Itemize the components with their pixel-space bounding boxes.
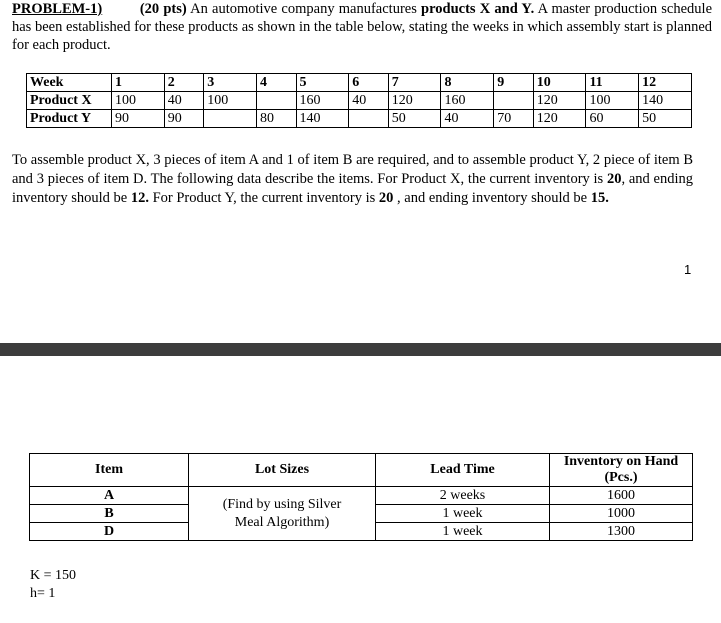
product-x-label: Product X (27, 92, 112, 110)
week-cell: 8 (441, 74, 494, 92)
schedule-header-row (27, 74, 692, 92)
schedule-cell: 90 (112, 110, 165, 128)
week-header-label: Week (27, 74, 112, 92)
item-code: D (30, 523, 189, 541)
schedule-cell: 100 (112, 92, 165, 110)
description-text: To assemble product X, 3 pieces of item A and 1 of item B are required, and to assemble product Y, 2 piece of item B and 3 pieces of item D. The following data describe the items. For Product X, the current inventory is (12, 152, 693, 187)
lot-sizes-header: Lot Sizes (189, 454, 376, 487)
week-cell: 2 (164, 74, 204, 92)
master-production-schedule-table (26, 73, 692, 128)
schedule-cell (204, 110, 257, 128)
description-text: . (605, 190, 609, 206)
schedule-cell: 140 (296, 110, 349, 128)
x-ending-inventory: 12. (130, 190, 149, 206)
inventory-header-line2: (Pcs.) (604, 470, 638, 485)
y-ending-inventory: 15 (590, 190, 606, 206)
week-cell: 7 (388, 74, 441, 92)
week-cell: 12 (639, 74, 692, 92)
week-cell: 3 (204, 74, 257, 92)
holding-cost-h: h= 1 (30, 586, 56, 601)
schedule-cell: 60 (586, 110, 639, 128)
schedule-cell: 70 (494, 110, 534, 128)
products-bold: products X and Y. (421, 1, 535, 17)
schedule-cell: 40 (349, 92, 389, 110)
item-row-a (30, 487, 693, 505)
ordering-cost-k: K = 150 (30, 568, 77, 583)
inventory-cell: 1000 (550, 505, 693, 523)
inventory-cell: 1600 (550, 487, 693, 505)
problem-heading: PROBLEM-1) (12, 1, 103, 17)
schedule-cell: 140 (639, 92, 692, 110)
schedule-cell: 160 (296, 92, 349, 110)
schedule-cell: 100 (204, 92, 257, 110)
schedule-cell: 120 (388, 92, 441, 110)
problem-text-a: An automotive company manufactures (190, 1, 417, 17)
problem-points: (20 pts) (139, 1, 187, 17)
lot-note-line1: (Find by using Silver (222, 496, 342, 512)
lead-time-cell: 1 week (376, 505, 550, 523)
product-y-row (27, 110, 692, 128)
product-y-label: Product Y (27, 110, 112, 128)
y-current-inventory: 20 (378, 190, 394, 206)
schedule-cell (256, 92, 296, 110)
description-text: For Product Y, the current inventory is (152, 190, 376, 206)
schedule-cell (494, 92, 534, 110)
schedule-cell (349, 110, 389, 128)
lead-time-cell: 2 weeks (376, 487, 550, 505)
lot-note-line2: Meal Algorithm) (234, 514, 330, 530)
page-divider (0, 343, 721, 356)
lot-sizes-note (189, 487, 376, 541)
schedule-cell: 40 (164, 92, 204, 110)
week-cell: 9 (494, 74, 534, 92)
week-cell: 5 (296, 74, 349, 92)
inventory-header (550, 454, 693, 487)
week-cell: 10 (533, 74, 586, 92)
lead-time-header (376, 454, 550, 487)
items-header-row (30, 454, 693, 487)
description-text: , and ending inventory should be (397, 190, 588, 206)
items-table (29, 453, 693, 541)
problem-text-b: A master production schedule has been established for these products as shown in the table below, stating the weeks in which assembly start is planned for each product. (12, 1, 713, 53)
inventory-header-line1: Inventory on Hand (563, 454, 679, 469)
schedule-cell: 120 (533, 110, 586, 128)
schedule-cell: 90 (164, 110, 204, 128)
item-code: A (30, 487, 189, 505)
schedule-cell: 50 (388, 110, 441, 128)
week-cell: 4 (256, 74, 296, 92)
x-current-inventory: 20 (606, 171, 622, 187)
schedule-cell: 80 (256, 110, 296, 128)
item-header: Item (30, 454, 189, 487)
item-description-paragraph (12, 151, 693, 208)
lead-time-cell: 1 week (376, 523, 550, 541)
schedule-cell: 100 (586, 92, 639, 110)
cost-parameters (30, 567, 76, 603)
lead-time-header-text: Lead Time (430, 462, 495, 477)
item-code: B (30, 505, 189, 523)
week-cell: 11 (586, 74, 639, 92)
schedule-cell: 120 (533, 92, 586, 110)
schedule-cell: 160 (441, 92, 494, 110)
schedule-cell: 40 (441, 110, 494, 128)
week-cell: 6 (349, 74, 389, 92)
page-number: 1 (684, 262, 692, 277)
schedule-cell: 50 (639, 110, 692, 128)
product-x-row (27, 92, 692, 110)
description-text: , and ending inventory should be (12, 171, 694, 206)
week-cell: 1 (112, 74, 165, 92)
problem-statement (12, 0, 712, 54)
inventory-cell: 1300 (550, 523, 693, 541)
